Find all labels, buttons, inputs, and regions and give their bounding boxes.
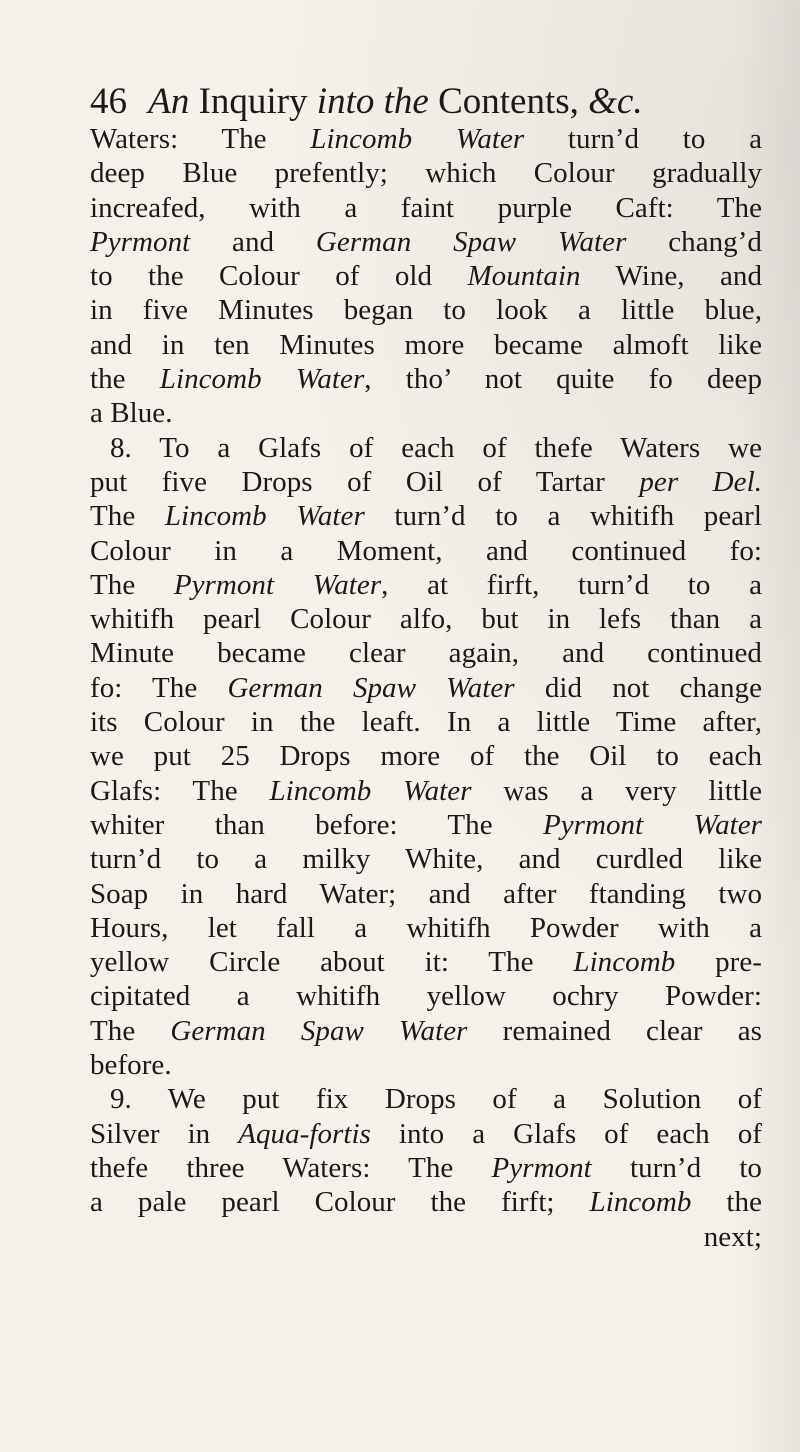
italic-text: Lincomb Water bbox=[159, 363, 365, 396]
text-segment: and bbox=[190, 225, 316, 258]
text-segment: its Colour in the leaft. In a little Time after, bbox=[90, 706, 762, 739]
text-segment: turn’d to a whitifh pearl bbox=[364, 500, 762, 533]
text-segment: in five Minutes began to look a little blue, bbox=[90, 294, 762, 327]
text-line bbox=[90, 362, 762, 396]
text-segment: next; bbox=[703, 1220, 762, 1253]
text-line bbox=[90, 808, 762, 842]
text-line bbox=[90, 979, 762, 1013]
text-line bbox=[90, 191, 762, 225]
italic-text: Pyrmont bbox=[491, 1151, 592, 1184]
body-text bbox=[90, 122, 762, 1254]
text-segment: pre- bbox=[675, 946, 762, 979]
text-line bbox=[90, 534, 762, 568]
text-segment: The bbox=[90, 1014, 171, 1047]
text-segment: Colour in a Moment, and continued fo: bbox=[90, 534, 762, 567]
header-roman: Inquiry bbox=[198, 81, 308, 122]
text-line bbox=[90, 1048, 762, 1082]
header-italic-1: An bbox=[148, 81, 190, 122]
text-segment: thefe three Waters: The bbox=[90, 1151, 492, 1184]
text-line bbox=[90, 671, 762, 705]
text-line bbox=[90, 705, 762, 739]
text-segment: , tho’ not quite fo deep bbox=[364, 363, 762, 396]
page-number: 46 bbox=[90, 81, 127, 122]
text-segment: did not change bbox=[514, 671, 762, 704]
italic-text: Lincomb bbox=[573, 946, 676, 979]
text-line bbox=[90, 739, 762, 773]
text-segment: increafed, with a faint purple Caft: The bbox=[90, 191, 762, 224]
header-end: Contents, bbox=[438, 81, 579, 122]
italic-text: Lincomb Water bbox=[269, 774, 472, 807]
italic-text: per Del. bbox=[639, 465, 762, 498]
text-segment: was a very little bbox=[471, 774, 763, 807]
italic-text: Pyrmont bbox=[90, 225, 191, 258]
text-line bbox=[90, 1220, 762, 1254]
text-segment: a Blue. bbox=[90, 397, 173, 430]
text-segment: a pale pearl Colour the firft; bbox=[90, 1186, 590, 1219]
italic-text: Mountain bbox=[467, 260, 581, 293]
text-segment: Glafs: The bbox=[90, 774, 270, 807]
text-segment: turn’d to a bbox=[524, 123, 763, 155]
text-line bbox=[90, 396, 762, 430]
text-segment: chang’d bbox=[626, 225, 762, 258]
text-segment: the bbox=[90, 363, 160, 396]
text-line bbox=[90, 602, 762, 636]
text-line bbox=[90, 1185, 762, 1219]
text-segment: Waters: The bbox=[90, 123, 311, 155]
text-segment: and in ten Minutes more became almoft like bbox=[90, 328, 762, 361]
italic-text: German Spaw Water bbox=[315, 225, 627, 258]
header-italic-2: into the bbox=[316, 81, 429, 122]
text-line bbox=[90, 1117, 762, 1151]
text-segment: whitifh pearl Colour alfo, but in lefs than a bbox=[90, 603, 762, 636]
text-line bbox=[90, 122, 762, 156]
text-segment: turn’d to a milky White, and curdled like bbox=[90, 843, 762, 876]
text-segment: put five Drops of Oil of Tartar bbox=[90, 465, 640, 498]
text-segment: yellow Circle about it: The bbox=[90, 946, 574, 979]
text-line bbox=[90, 636, 762, 670]
text-segment: cipitated a whitifh yellow ochry Powder: bbox=[90, 980, 762, 1013]
text-segment: Hours, let fall a whitifh Powder with a bbox=[90, 911, 762, 944]
text-line bbox=[90, 1014, 762, 1048]
text-segment: , at firft, turn’d to a bbox=[381, 568, 762, 601]
text-line bbox=[90, 293, 762, 327]
italic-text: Pyrmont Water bbox=[173, 568, 382, 601]
text-segment: into a Glafs of each of bbox=[370, 1117, 762, 1150]
text-segment: Wine, and bbox=[580, 260, 762, 293]
text-segment: deep Blue prefently; which Colour gradually bbox=[90, 157, 762, 190]
text-segment: we put 25 Drops more of the Oil to each bbox=[90, 740, 762, 773]
italic-text: Aqua-fortis bbox=[238, 1117, 371, 1150]
text-segment: 9. We put fix Drops of a Solution of bbox=[110, 1083, 762, 1116]
text-line bbox=[90, 1151, 762, 1185]
text-line bbox=[90, 877, 762, 911]
text-line bbox=[90, 431, 762, 465]
header-etc: &c. bbox=[588, 81, 643, 122]
text-segment: 8. To a Glafs of each of thefe Waters we bbox=[110, 431, 762, 464]
text-line bbox=[90, 842, 762, 876]
text-line bbox=[90, 225, 762, 259]
text-line bbox=[90, 156, 762, 190]
text-segment: Minute became clear again, and continued bbox=[90, 637, 762, 670]
text-line bbox=[90, 499, 762, 533]
text-segment: The bbox=[90, 500, 165, 533]
text-line bbox=[90, 1082, 762, 1116]
text-segment: whiter than before: The bbox=[90, 808, 543, 841]
text-line bbox=[90, 568, 762, 602]
italic-text: German Spaw Water bbox=[170, 1014, 468, 1047]
text-segment: the bbox=[691, 1186, 762, 1219]
italic-text: German Spaw Water bbox=[227, 671, 515, 704]
italic-text: Pyrmont Water bbox=[542, 808, 762, 841]
text-segment: remained clear as bbox=[467, 1014, 762, 1047]
text-segment: before. bbox=[90, 1049, 172, 1082]
text-line bbox=[90, 259, 762, 293]
text-segment: The bbox=[90, 568, 174, 601]
text-line bbox=[90, 911, 762, 945]
text-segment: to the Colour of old bbox=[90, 260, 468, 293]
text-line bbox=[90, 774, 762, 808]
text-segment: turn’d to bbox=[591, 1151, 762, 1184]
italic-text: Lincomb Water bbox=[310, 123, 525, 155]
text-segment: Silver in bbox=[90, 1117, 239, 1150]
text-line bbox=[90, 328, 762, 362]
text-line bbox=[90, 465, 762, 499]
text-line bbox=[90, 945, 762, 979]
text-segment: fo: The bbox=[90, 671, 228, 704]
text-segment: Soap in hard Water; and after ftanding two bbox=[90, 877, 762, 910]
italic-text: Lincomb Water bbox=[164, 500, 365, 533]
italic-text: Lincomb bbox=[589, 1186, 692, 1219]
